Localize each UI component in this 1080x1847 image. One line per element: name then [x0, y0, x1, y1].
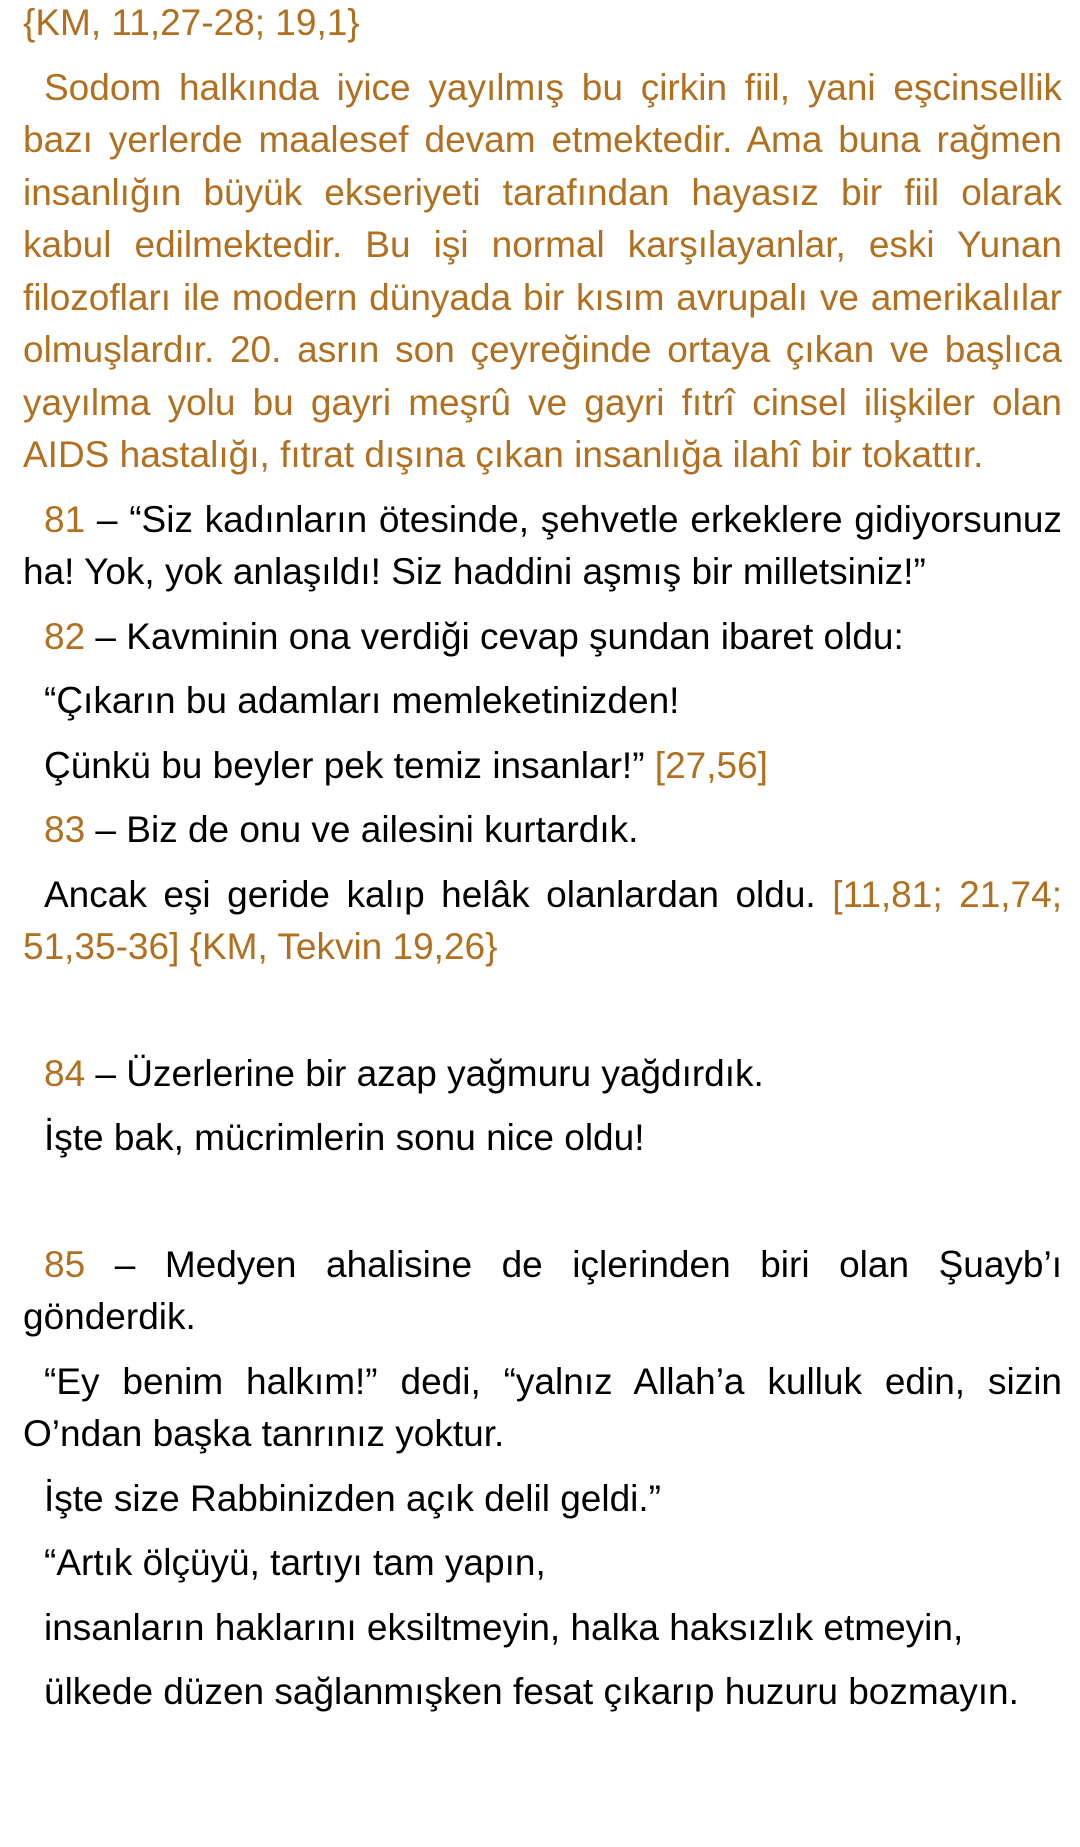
verse-85-line-5: insanların haklarını eksiltmeyin, halka haksızlık etmeyin,	[44, 1606, 964, 1648]
verse-84-line-1	[23, 1048, 1062, 1101]
verse-84-line-2: İşte bak, mücrimlerin sonu nice oldu!	[44, 1117, 645, 1158]
verse-number-83: 83	[44, 809, 86, 850]
verse-dash: –	[85, 1052, 127, 1094]
verse-83-text-2: Ancak eşi geride kalıp helâk olanlardan oldu.	[44, 873, 833, 915]
verse-number-81: 81	[44, 498, 86, 540]
verse-dash: –	[85, 615, 127, 657]
verse-82-text-3: Çünkü bu beyler pek temiz insanlar!”	[44, 744, 655, 786]
verse-85-line-1	[23, 1239, 1062, 1344]
verse-81-text: “Siz kadınların ötesinde, şehvetle erkeklere gidiyorsunuz ha! Yok, yok anlaşıldı! Siz haddini aşmış bir milletsiniz!”	[23, 498, 1062, 592]
verse-85-line-6: ülkede düzen sağlanmışken fesat çıkarıp huzuru bozmayın.	[44, 1671, 1019, 1712]
verse-dash: –	[85, 498, 130, 540]
verse-82-text-1: Kavminin ona verdiği cevap şundan ibaret oldu:	[126, 615, 904, 657]
verse-85-text-1: Medyen ahalisine de içlerinden biri olan Şuayb’ı gönderdik.	[23, 1243, 1062, 1337]
verse-82-line-2: “Çıkarın bu adamları memleketinizden!	[44, 680, 680, 721]
verse-83-line-2	[23, 869, 1062, 974]
verse-83-line-1	[23, 804, 1062, 857]
verse-82-line-1	[23, 611, 1062, 664]
verse-82-line-3	[23, 740, 1062, 793]
verse-number-82: 82	[44, 615, 86, 657]
verse-dash: –	[85, 809, 127, 850]
verse-84-text-1: Üzerlerine bir azap yağmuru yağdırdık.	[126, 1052, 764, 1094]
top-reference: {KM, 11,27-28; 19,1}	[23, 2, 360, 43]
verse-number-85: 85	[44, 1243, 86, 1285]
verse-85-line-4: “Artık ölçüyü, tartıyı tam yapın,	[44, 1542, 546, 1583]
commentary-paragraph: Sodom halkında iyice yayılmış bu çirkin fiil, yani eşcinsellik bazı yerlerde maalesef devam etmektedir. Ama buna rağmen insanlığın büyük ekseriyeti tarafından hayasız bir fiil olarak kabul edilmektedir. Bu işi normal karşılayanlar, eski Yunan filozofları ile modern dünyada bir kısım avrupalı ve amerikalılar olmuşlardır. 20. asrın son çeyreğinde ortaya çıkan ve başlıca yayılma yolu bu gayri meşrû ve gayri fıtrî cinsel ilişkiler olan AIDS hastalığı, fıtrat dışına çıkan insanlığa ilahî bir tokattır.	[23, 66, 1062, 475]
verse-dash: –	[85, 1243, 165, 1285]
verse-85-line-2: “Ey benim halkım!” dedi, “yalnız Allah’a kulluk edin, sizin O’ndan başka tanrınız yoktur.	[23, 1360, 1062, 1454]
verse-83-text-1: Biz de onu ve ailesini kurtardık.	[126, 809, 639, 850]
verse-81	[23, 494, 1062, 599]
verse-85-line-3: İşte size Rabbinizden açık delil geldi.”	[44, 1477, 661, 1519]
verse-83-reference: [11,81; 21,74; 51,35-36] {KM, Tekvin 19,26}	[23, 873, 1062, 967]
verse-number-84: 84	[44, 1052, 86, 1094]
verse-82-reference: [27,56]	[654, 744, 768, 786]
